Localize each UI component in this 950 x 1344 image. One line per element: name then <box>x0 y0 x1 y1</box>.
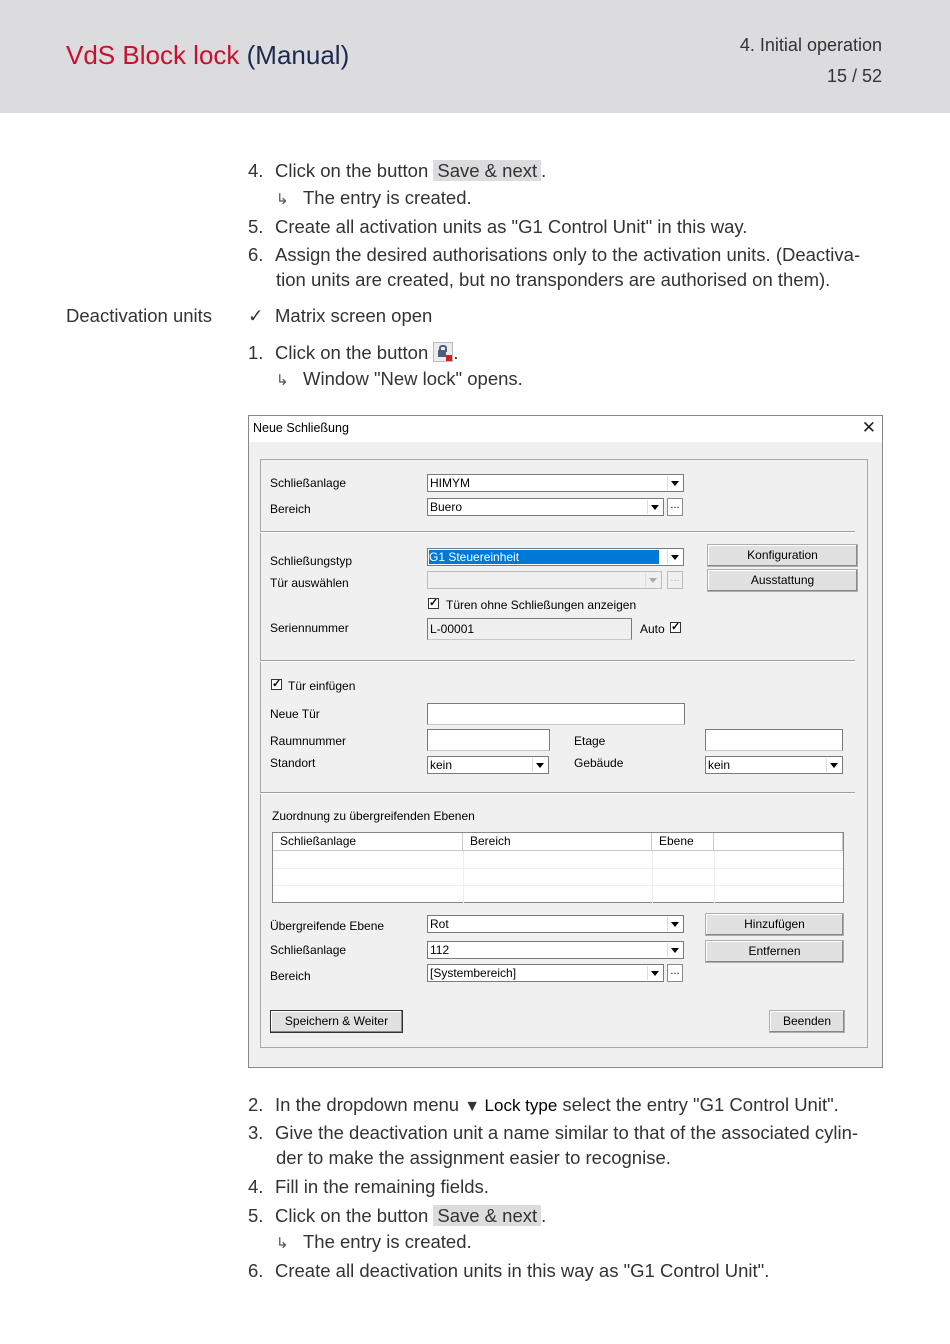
finish-button[interactable]: Beenden <box>769 1010 845 1033</box>
chevron-down-icon <box>667 476 682 490</box>
field-value: L-00001 <box>430 622 475 636</box>
add-button[interactable]: Hinzufügen <box>705 913 844 936</box>
room-number-field[interactable] <box>427 729 550 751</box>
side-label-deactivation: Deactivation units <box>66 305 213 326</box>
bereich2-label: Bereich <box>270 969 311 983</box>
step-number: 6. <box>248 1260 264 1281</box>
save-next-button-label: Save & next <box>433 160 541 181</box>
checkmark-icon: ✓ <box>248 305 264 326</box>
step-5-result <box>276 1231 472 1253</box>
result-text: Window "New lock" opens. <box>303 368 523 389</box>
new-door-field[interactable] <box>427 703 685 725</box>
konfiguration-button[interactable]: Konfiguration <box>707 544 858 567</box>
page-number: 15 / 52 <box>826 66 882 86</box>
select-value: [Systembereich] <box>430 966 517 980</box>
close-icon[interactable]: ✕ <box>861 418 876 437</box>
save-and-next-button[interactable]: Speichern & Weiter <box>270 1010 403 1033</box>
step-text-end: . <box>453 342 459 363</box>
step-number: 5. <box>248 216 264 237</box>
save-next-button-label: Save & next <box>433 1205 541 1226</box>
schliessanlage-select[interactable] <box>427 474 684 492</box>
serial-label: Seriennummer <box>270 621 349 635</box>
column-divider <box>714 851 715 903</box>
bereich2-select[interactable] <box>427 964 664 982</box>
dialog-titlebar <box>249 416 882 442</box>
chevron-down-icon <box>667 943 682 957</box>
step-6-continued: tion units are created, but no transponders are authorised on them). <box>276 269 831 290</box>
step-1-result <box>276 368 523 390</box>
select-value: G1 Steuereinheit <box>429 550 659 564</box>
chevron-down-icon <box>532 758 547 772</box>
dropdown-triangle-icon: ▼ <box>464 1098 485 1115</box>
insert-door-label: Tür einfügen <box>288 679 356 693</box>
bereich-select[interactable] <box>427 498 664 516</box>
bereich-browse-button[interactable]: ... <box>667 498 683 516</box>
result-arrow-icon: ↳ <box>276 1235 289 1252</box>
divider <box>260 531 855 533</box>
chevron-down-icon <box>647 500 662 514</box>
lock-type-select[interactable] <box>427 548 684 566</box>
step-4 <box>248 1176 489 1198</box>
building-select[interactable] <box>705 756 843 774</box>
step-text-end: . <box>541 160 547 181</box>
schliessanlage-label: Schließanlage <box>270 476 347 490</box>
step-4-top <box>248 160 546 182</box>
location-label: Standort <box>270 756 316 770</box>
select-door-label: Tür auswählen <box>270 576 349 590</box>
new-door-label: Neue Tür <box>270 707 320 721</box>
step-number: 2. <box>248 1094 264 1115</box>
step-number: 4. <box>248 160 264 181</box>
auto-checkbox[interactable] <box>670 622 681 633</box>
assignment-list[interactable] <box>272 832 844 903</box>
dialog-title: Neue Schließung <box>253 421 349 435</box>
step-1 <box>248 342 459 364</box>
precondition-text: Matrix screen open <box>275 305 433 326</box>
step-5-top <box>248 216 747 238</box>
result-text: The entry is created. <box>303 1231 472 1252</box>
step-text-end: . <box>541 1205 547 1226</box>
step-number: 5. <box>248 1205 264 1226</box>
step-text: Click on the button <box>275 160 434 181</box>
floor-field[interactable] <box>705 729 843 751</box>
lock-type-menu-label: Lock type <box>484 1096 558 1115</box>
select-value: kein <box>708 758 731 772</box>
step-text: Assign the desired authorisations only to the activation units. (Deactiva- <box>275 244 861 265</box>
header-info <box>740 30 882 92</box>
step-text: Create all deactivation units in this way as "G1 Control Unit". <box>275 1260 770 1281</box>
insert-door-checkbox[interactable] <box>271 679 282 690</box>
document-title <box>66 40 349 71</box>
bereich-label: Bereich <box>270 502 311 516</box>
show-doors-label: Türen ohne Schließungen anzeigen <box>446 598 637 612</box>
building-label: Gebäude <box>574 756 624 770</box>
step-text: In the dropdown menu <box>275 1094 465 1115</box>
select-value: Rot <box>430 917 449 931</box>
step-3 <box>248 1122 858 1144</box>
location-select[interactable] <box>427 756 549 774</box>
step-2 <box>248 1094 839 1116</box>
page-header <box>0 0 950 113</box>
select-value: Buero <box>430 500 463 514</box>
row-divider <box>273 868 843 869</box>
step-text-end: select the entry "G1 Control Unit". <box>557 1094 839 1115</box>
chevron-down-icon <box>826 758 841 772</box>
level-select[interactable] <box>427 915 684 933</box>
room-number-label: Raumnummer <box>270 734 347 748</box>
show-doors-checkbox[interactable] <box>428 598 439 609</box>
step-number: 6. <box>248 244 264 265</box>
schliessanlage2-select[interactable] <box>427 941 684 959</box>
assignment-label: Zuordnung zu übergreifenden Ebenen <box>272 809 475 823</box>
brand-name: VdS Block lock <box>66 40 240 70</box>
step-6-top <box>248 244 860 266</box>
select-value: 112 <box>430 943 450 957</box>
select-door-select[interactable] <box>427 571 662 589</box>
select-value: kein <box>430 758 453 772</box>
row-divider <box>273 885 843 886</box>
step-text: Give the deactivation unit a name similar to that of the associated cylin- <box>275 1122 859 1143</box>
section-title: 4. Initial operation <box>739 35 882 55</box>
column-divider <box>652 851 653 903</box>
chevron-down-icon <box>667 550 682 564</box>
column-header[interactable]: Bereich <box>463 833 652 851</box>
step-number: 3. <box>248 1122 264 1143</box>
column-header[interactable]: Schließanlage <box>273 833 463 851</box>
result-text: The entry is created. <box>303 187 472 208</box>
step-3-continued: der to make the assignment easier to recognise. <box>276 1147 671 1168</box>
divider <box>260 792 855 794</box>
floor-label: Etage <box>574 734 606 748</box>
step-text: Fill in the remaining fields. <box>275 1176 489 1197</box>
remove-button[interactable]: Entfernen <box>705 940 844 963</box>
step-text: Create all activation units as "G1 Control Unit" in this way. <box>275 216 748 237</box>
lock-type-label: Schließungstyp <box>270 554 353 568</box>
precondition <box>248 305 432 327</box>
door-browse-button[interactable]: ... <box>667 571 683 589</box>
serial-field[interactable] <box>427 618 632 640</box>
ausstattung-button[interactable]: Ausstattung <box>707 569 858 592</box>
chevron-down-icon <box>647 966 662 980</box>
chevron-down-icon <box>645 573 660 587</box>
step-5 <box>248 1205 546 1227</box>
step-6 <box>248 1260 769 1282</box>
divider <box>260 660 855 662</box>
result-arrow-icon: ↳ <box>276 372 289 389</box>
select-value: HIMYM <box>430 476 470 490</box>
step-4-result <box>276 187 472 209</box>
step-number: 1. <box>248 342 264 363</box>
new-lock-icon <box>433 342 453 362</box>
result-arrow-icon: ↳ <box>276 191 289 208</box>
step-text: Click on the button <box>275 1205 434 1226</box>
chevron-down-icon <box>667 917 682 931</box>
column-header[interactable]: Ebene <box>652 833 714 851</box>
bereich2-browse-button[interactable]: ... <box>667 964 683 982</box>
auto-label: Auto <box>640 622 665 636</box>
step-number: 4. <box>248 1176 264 1197</box>
brand-subtitle: (Manual) <box>246 40 350 70</box>
level-label: Übergreifende Ebene <box>270 919 385 933</box>
column-header[interactable] <box>714 833 843 851</box>
schliessanlage2-label: Schließanlage <box>270 943 347 957</box>
step-text: Click on the button <box>275 342 429 363</box>
column-divider <box>463 851 464 903</box>
